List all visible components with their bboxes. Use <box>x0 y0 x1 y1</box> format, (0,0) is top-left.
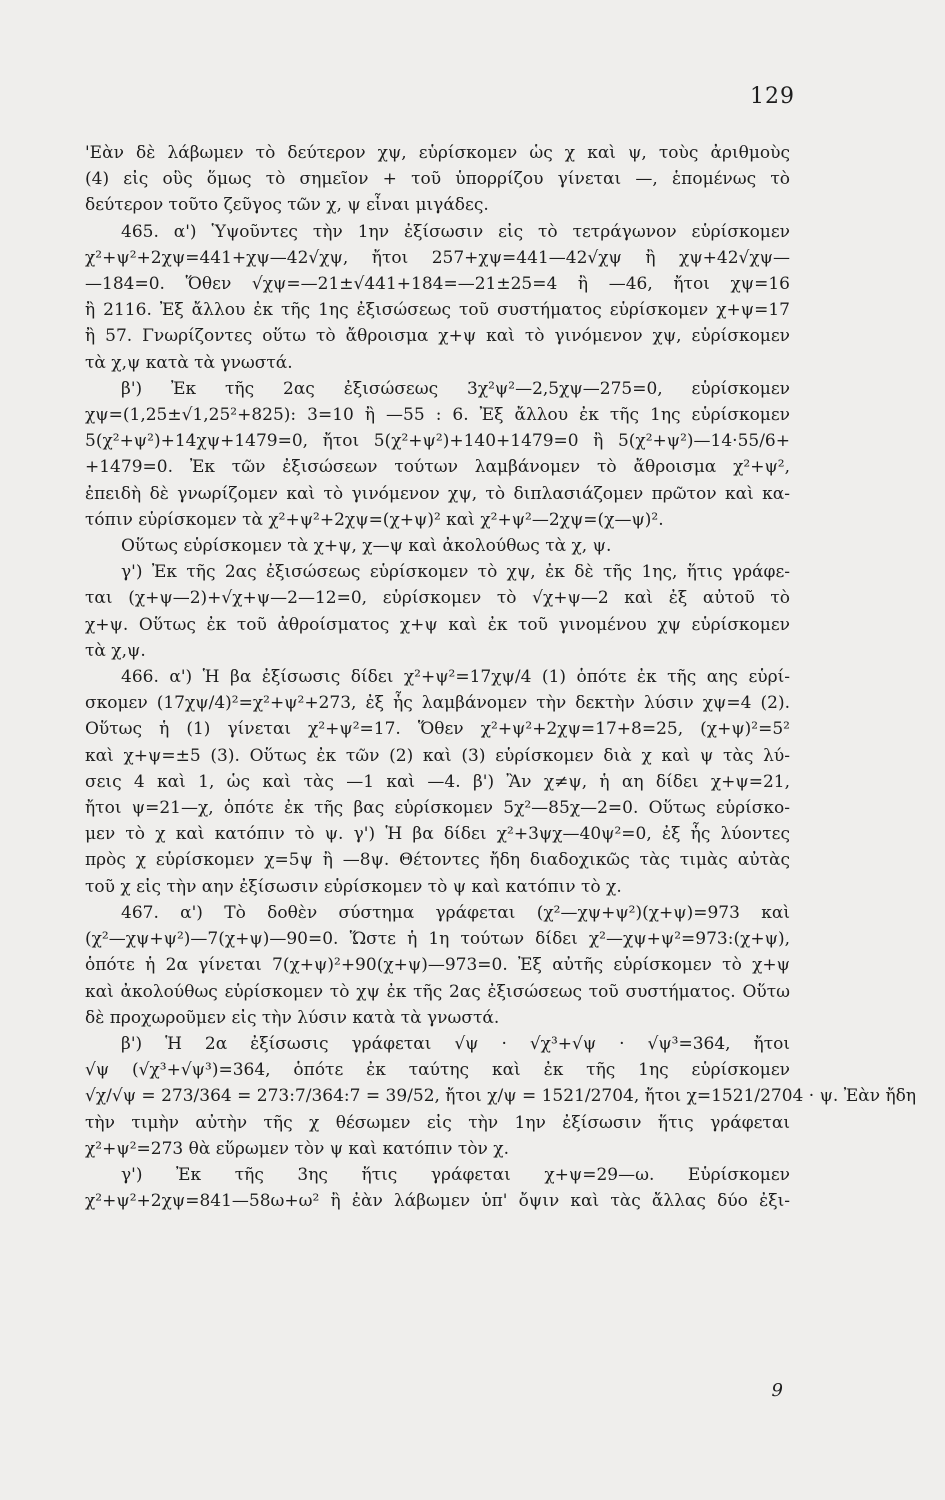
text-line: 467. α') Τὸ δοθὲν σύστημα γράφεται (χ²—χψ+ψ²)(χ+ψ)=973 καὶ <box>121 902 790 923</box>
text-line: +1479=0. Ἐκ τῶν ἐξισώσεων τούτων λαμβάνομεν τὸ ἄθροισμα χ²+ψ², <box>85 457 790 478</box>
text-line: 5(χ²+ψ²)+14χψ+1479=0, ἤτοι 5(χ²+ψ²)+140+1479=0 ἢ 5(χ²+ψ²)—14·55/6+ <box>85 431 790 452</box>
text-line: (χ²—χψ+ψ²)—7(χ+ψ)—90=0. Ὥστε ἡ 1η τούτων δίδει χ²—χψ+ψ²=973:(χ+ψ), <box>85 929 790 950</box>
text-line: γ') Ἐκ τῆς 2ας ἐξισώσεως εὑρίσκομεν τὸ χψ, ἐκ δὲ τῆς 1ης, ἥτις γράφε- <box>121 562 790 583</box>
text-line: Οὕτως ἡ (1) γίνεται χ²+ψ²=17. Ὅθεν χ²+ψ²+2χψ=17+8=25, (χ+ψ)²=5² <box>85 719 790 740</box>
text-line: χ+ψ. Οὕτως ἐκ τοῦ ἀθροίσματος χ+ψ καὶ ἐκ τοῦ γινομένου χψ εὑρίσκομεν <box>85 614 790 635</box>
text-line: √χ/√ψ = 273/364 = 273:7/364:7 = 39/52, ἤτοι χ/ψ = 1521/2704, ἤτοι χ=1521/2704 · ψ. Ἐὰν ἤδη <box>85 1086 917 1107</box>
text-line: χ²+ψ²+2χψ=441+χψ—42√χψ, ἤτοι 257+χψ=441—42√χψ ἢ χψ+42√χψ— <box>85 247 790 268</box>
text-line: 'Εὰν δὲ λάβωμεν τὸ δεύτερον χψ, εὑρίσκομεν ὡς χ καὶ ψ, τοὺς ἀριθμοὺς <box>85 143 790 163</box>
text-line: καὶ ἀκολούθως εὑρίσκομεν τὸ χψ ἐκ τῆς 2ας ἐξισώσεως τοῦ συστήματος. Οὕτω <box>85 981 790 1002</box>
text-line: β') Ἐκ τῆς 2ας ἐξισώσεως 3χ²ψ²—2,5χψ—275=0, εὑρίσκομεν <box>121 378 790 399</box>
text-line: (4) εἰς οὓς ὅμως τὸ σημεῖον + τοῦ ὑπορρίζου γίνεται —, ἑπομένως τὸ <box>85 169 790 190</box>
page-text <box>85 140 917 1214</box>
text-line: —184=0. Ὅθεν √χψ=—21±√441+184=—21±25=4 ἢ —46, ἤτοι χψ=16 <box>85 274 790 295</box>
signature-mark: 9 <box>771 1380 783 1401</box>
text-line: τὰ χ,ψ. <box>85 640 146 661</box>
text-line: σεις 4 καὶ 1, ὡς καὶ τὰς —1 καὶ —4. β') Ἂν χ≠ψ, ἡ αη δίδει χ+ψ=21, <box>85 771 790 792</box>
text-line: β') Ἡ 2α ἐξίσωσις γράφεται √ψ · √χ³+√ψ · √ψ³=364, ἤτοι <box>121 1033 790 1054</box>
text-line: πρὸς χ εὑρίσκομεν χ=5ψ ἢ —8ψ. Θέτοντες ἤδη διαδοχικῶς τὰς τιμὰς αὐτὰς <box>85 850 790 871</box>
text-line: 466. α') Ἡ βα ἐξίσωσις δίδει χ²+ψ²=17χψ/4 (1) ὁπότε ἐκ τῆς αης εὑρί- <box>121 667 790 688</box>
text-line: δεύτερον τοῦτο ζεῦγος τῶν χ, ψ εἶναι μιγάδες. <box>85 195 489 216</box>
text-line: ἤτοι ψ=21—χ, ὁπότε ἐκ τῆς βας εὑρίσκομεν 5χ²—85χ—2=0. Οὕτως εὑρίσκο- <box>85 798 790 819</box>
text-line: ται (χ+ψ—2)+√χ+ψ—2—12=0, εὑρίσκομεν τὸ √χ+ψ—2 καὶ ἐξ αὐτοῦ τὸ <box>85 588 790 609</box>
text-line: χ²+ψ²+2χψ=841—58ω+ω² ἢ ἐὰν λάβωμεν ὑπ' ὄψιν καὶ τὰς ἄλλας δύο ἐξι- <box>85 1191 790 1212</box>
text-line: μεν τὸ χ καὶ κατόπιν τὸ ψ. γ') Ἡ βα δίδει χ²+3ψχ—40ψ²=0, ἐξ ἧς λύοντες <box>85 824 790 845</box>
text-line: χψ=(1,25±√1,25²+825): 3=10 ἢ —55 : 6. Ἐξ ἄλλου ἐκ τῆς 1ης εὑρίσκομεν <box>85 405 790 426</box>
text-line: χ²+ψ²=273 θὰ εὕρωμεν τὸν ψ καὶ κατόπιν τὸν χ. <box>85 1138 510 1159</box>
text-line: Οὕτως εὑρίσκομεν τὰ χ+ψ, χ—ψ καὶ ἀκολούθως τὰ χ, ψ. <box>121 536 612 557</box>
text-line: σκομεν (17χψ/4)²=χ²+ψ²+273, ἐξ ἧς λαμβάνομεν τὴν δεκτὴν λύσιν χψ=4 (2). <box>85 693 790 714</box>
text-line: τοῦ χ εἰς τὴν αην ἐξίσωσιν εὑρίσκομεν τὸ ψ καὶ κατόπιν τὸ χ. <box>85 876 622 897</box>
text-line: ἢ 2116. Ἐξ ἄλλου ἐκ τῆς 1ης ἐξισώσεως τοῦ συστήματος εὑρίσκομεν χ+ψ=17 <box>85 300 790 321</box>
text-line: τὴν τιμὴν αὐτὴν τῆς χ θέσωμεν εἰς τὴν 1ην ἐξίσωσιν ἥτις γράφεται <box>85 1112 790 1133</box>
text-line: 465. α') Ὑψοῦντες τὴν 1ην ἐξίσωσιν εἰς τὸ τετράγωνον εὑρίσκομεν <box>121 221 790 242</box>
text-line: √ψ (√χ³+√ψ³)=364, ὁπότε ἐκ ταύτης καὶ ἐκ τῆς 1ης εὑρίσκομεν <box>85 1060 790 1081</box>
text-line: τὰ χ,ψ κατὰ τὰ γνωστά. <box>85 352 293 373</box>
text-line: δὲ προχωροῦμεν εἰς τὴν λύσιν κατὰ τὰ γνωστά. <box>85 1007 500 1028</box>
text-line: καὶ χ+ψ=±5 (3). Οὕτως ἐκ τῶν (2) καὶ (3) εὑρίσκομεν διὰ χ καὶ ψ τὰς λύ- <box>85 745 790 766</box>
text-line: ὁπότε ἡ 2α γίνεται 7(χ+ψ)²+90(χ+ψ)—973=0. Ἐξ αὐτῆς εὑρίσκομεν τὸ χ+ψ <box>85 955 790 976</box>
text-line: ἐπειδὴ δὲ γνωρίζομεν καὶ τὸ γινόμενον χψ, τὸ διπλασιάζομεν πρῶτον καὶ κα- <box>85 483 790 504</box>
text-line: τόπιν εὑρίσκομεν τὰ χ²+ψ²+2χψ=(χ+ψ)² καὶ χ²+ψ²—2χψ=(χ—ψ)². <box>85 509 664 530</box>
text-line: ἢ 57. Γνωρίζοντες οὕτω τὸ ἄθροισμα χ+ψ καὶ τὸ γινόμενον χψ, εὑρίσκομεν <box>85 326 790 347</box>
page-number: 129 <box>750 84 795 109</box>
text-line: γ') Ἐκ τῆς 3ης ἥτις γράφεται χ+ψ=29—ω. Εὑρίσκομεν <box>121 1164 790 1185</box>
